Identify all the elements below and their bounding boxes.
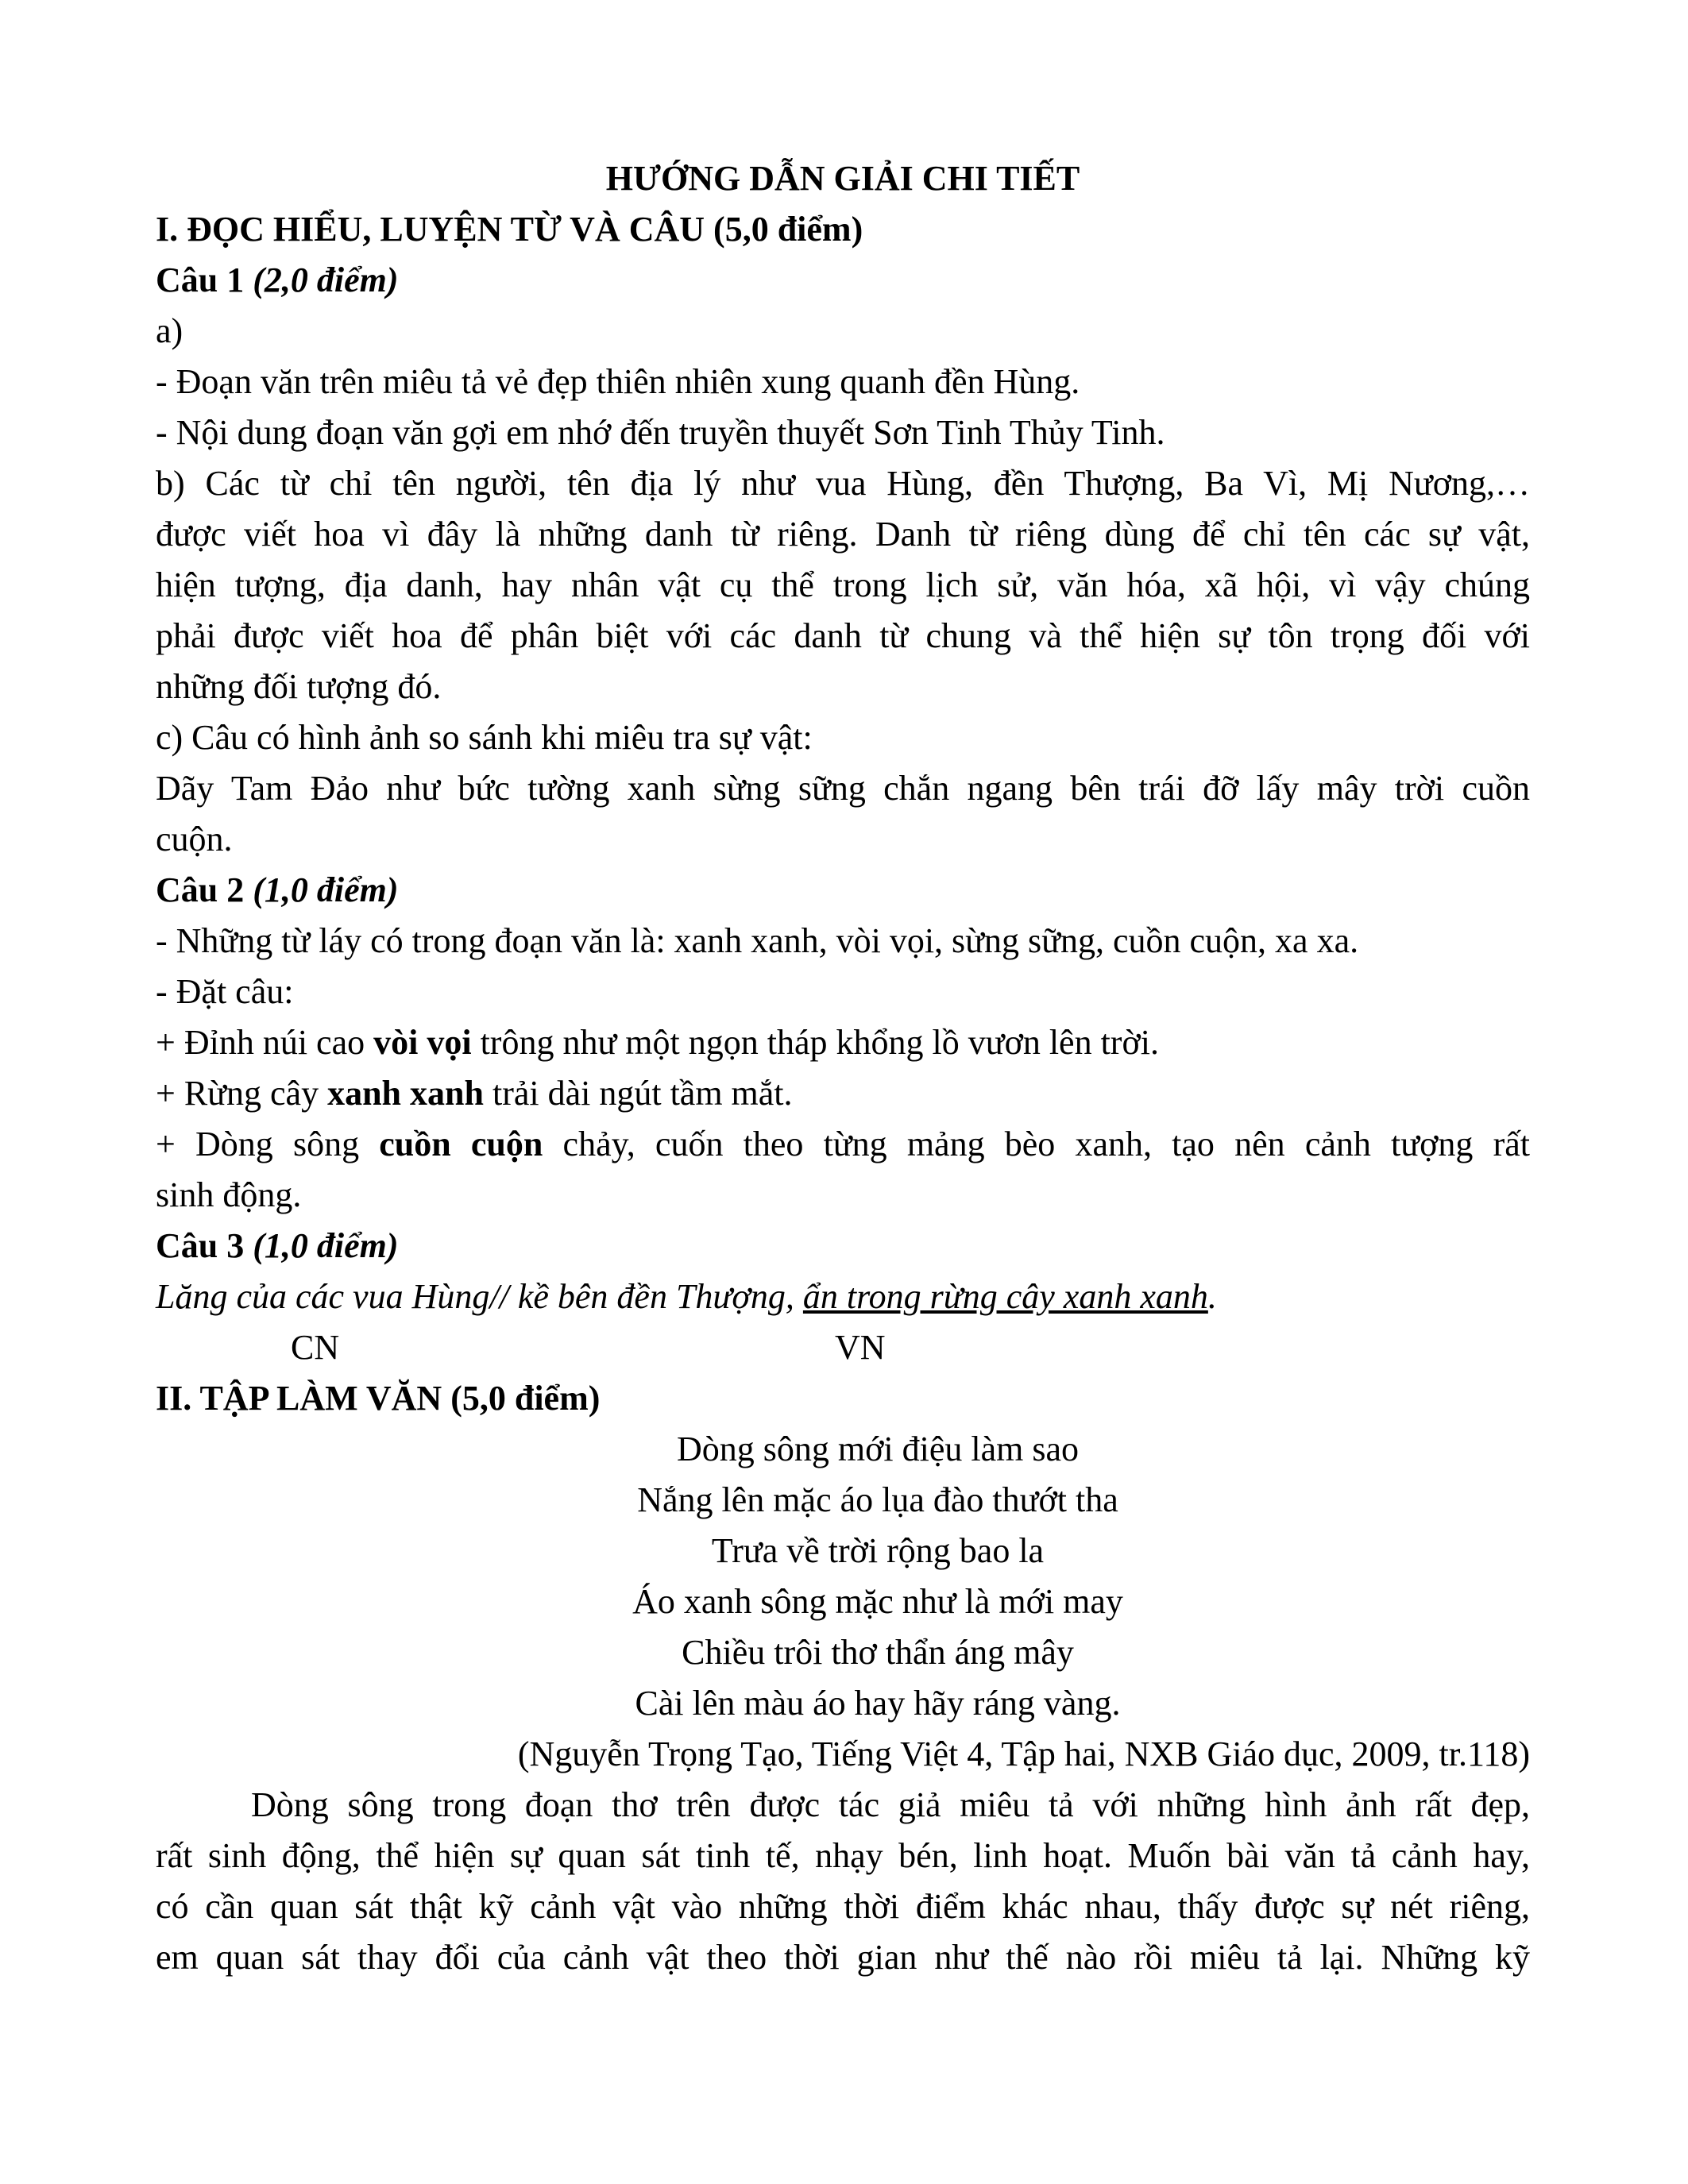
q2-label: Câu 2	[156, 870, 245, 909]
q1-c-line2: Dãy Tam Đảo như bức tường xanh sừng sững chắn ngang bên trái đỡ lấy mây trời cuồn	[156, 769, 1530, 808]
poem-line-2: Nắng lên mặc áo lụa đào thướt tha	[637, 1480, 1118, 1519]
q2-s1-bold: vòi vọi	[373, 1023, 472, 1062]
essay-line-4: em quan sát thay đổi của cảnh vật theo thời gian như thế nào rồi miêu tả lại. Những kỹ	[156, 1938, 1530, 1977]
q2-sentence3-cont: sinh động.	[156, 1175, 302, 1214]
q3-points: (1,0 điểm)	[253, 1226, 399, 1265]
q3-label: Câu 3	[156, 1226, 245, 1265]
q2-s2-post: trải dài ngút tầm mắt.	[483, 1074, 793, 1113]
essay-line-2: rất sinh động, thể hiện sự quan sát tinh tế, nhạy bén, linh hoạt. Muốn bài văn tả cảnh hay,	[156, 1836, 1530, 1875]
q3-sentence	[156, 1271, 1530, 1322]
q1-b-line4: phải được viết hoa để phân biệt với các danh từ chung và thể hiện sự tôn trọng đối với	[156, 616, 1530, 655]
q2-points: (1,0 điểm)	[253, 870, 399, 909]
q2-sentence2	[156, 1068, 1530, 1119]
q3-heading	[156, 1221, 1530, 1271]
poem-line-1: Dòng sông mới điệu làm sao	[677, 1430, 1079, 1468]
essay-line-1: Dòng sông trong đoạn thơ trên được tác giả miêu tả với những hình ảnh rất đẹp,	[251, 1785, 1530, 1824]
q2-s3-pre: + Dòng sông	[156, 1125, 380, 1163]
document-title: HƯỚNG DẪN GIẢI CHI TIẾT	[605, 159, 1080, 198]
q2-s2-pre: + Rừng cây	[156, 1074, 328, 1113]
q2-sentence1	[156, 1017, 1530, 1068]
q1-b-line1: b) Các từ chỉ tên người, tên địa lý như vua Hùng, đền Thượng, Ba Vì, Mị Nương,…	[156, 464, 1530, 503]
q2-line1: - Những từ láy có trong đoạn văn là: xanh xanh, vòi vọi, sừng sững, cuồn cuộn, xa xa.	[156, 921, 1359, 960]
q1-c-line3: cuộn.	[156, 820, 233, 859]
q3-subject: Lăng của các vua Hùng	[156, 1277, 490, 1316]
q3-cn-label: CN	[291, 1328, 340, 1367]
poem-line-4: Áo xanh sông mặc như là mới may	[632, 1582, 1123, 1621]
poem-citation: (Nguyễn Trọng Tạo, Tiếng Việt 4, Tập hai, NXB Giáo dục, 2009, tr.118)	[517, 1734, 1530, 1773]
q2-s3-post: chảy, cuốn theo từng mảng bèo xanh, tạo nên cảnh tượng rất	[543, 1125, 1530, 1163]
q2-heading	[156, 865, 1530, 916]
q1-c-line1: c) Câu có hình ảnh so sánh khi miêu tra sự vật:	[156, 718, 813, 757]
q1-a-line2: - Nội dung đoạn văn gợi em nhớ đến truyền thuyết Sơn Tinh Thủy Tinh.	[156, 413, 1165, 452]
q3-separator: //	[489, 1277, 518, 1316]
q1-b-line3: hiện tượng, địa danh, hay nhân vật cụ thể trong lịch sử, văn hóa, xã hội, vì vậy chúng	[156, 565, 1530, 604]
section2-heading: II. TẬP LÀM VĂN (5,0 điểm)	[156, 1379, 601, 1418]
essay-line-3: có cần quan sát thật kỹ cảnh vật vào những thời điểm khác nhau, thấy được sự nét riêng,	[156, 1887, 1530, 1926]
q1-heading	[156, 255, 1530, 306]
q2-s3-bold: cuồn cuộn	[379, 1125, 543, 1163]
poem-line-5: Chiều trôi thơ thẩn áng mây	[682, 1633, 1074, 1672]
q3-comma: ,	[785, 1277, 803, 1316]
section1-heading: I. ĐỌC HIỂU, LUYỆN TỪ VÀ CÂU (5,0 điểm)	[156, 210, 863, 249]
q2-sentence3	[156, 1119, 1530, 1170]
q3-labels	[156, 1322, 1530, 1373]
q2-s1-post: trông như một ngọn tháp khổng lồ vươn lên trời.	[471, 1023, 1159, 1062]
q2-s1-pre: + Đỉnh núi cao	[156, 1023, 374, 1062]
q1-a-line1: - Đoạn văn trên miêu tả vẻ đẹp thiên nhiên xung quanh đền Hùng.	[156, 362, 1080, 401]
poem-line-6: Cài lên màu áo hay hãy ráng vàng.	[635, 1684, 1121, 1723]
q1-b-line5: những đối tượng đó.	[156, 667, 442, 706]
q1-label: Câu 1	[156, 260, 245, 299]
q3-predicate1: kề bên đền Thượng	[517, 1277, 786, 1316]
q2-line2: - Đặt câu:	[156, 972, 294, 1011]
q3-predicate2: ẩn trong rừng cây xanh xanh	[802, 1277, 1208, 1316]
q3-end: .	[1207, 1277, 1217, 1316]
q3-vn-label: VN	[835, 1328, 886, 1367]
poem-line-3: Trưa về trời rộng bao la	[711, 1531, 1045, 1570]
document-page	[156, 153, 1530, 1983]
q1-b-line2: được viết hoa vì đây là những danh từ riêng. Danh từ riêng dùng để chỉ tên các sự vật,	[156, 515, 1530, 554]
q1-a-label: a)	[156, 311, 183, 350]
q1-points: (2,0 điểm)	[253, 260, 399, 299]
q2-s2-bold: xanh xanh	[327, 1074, 484, 1113]
